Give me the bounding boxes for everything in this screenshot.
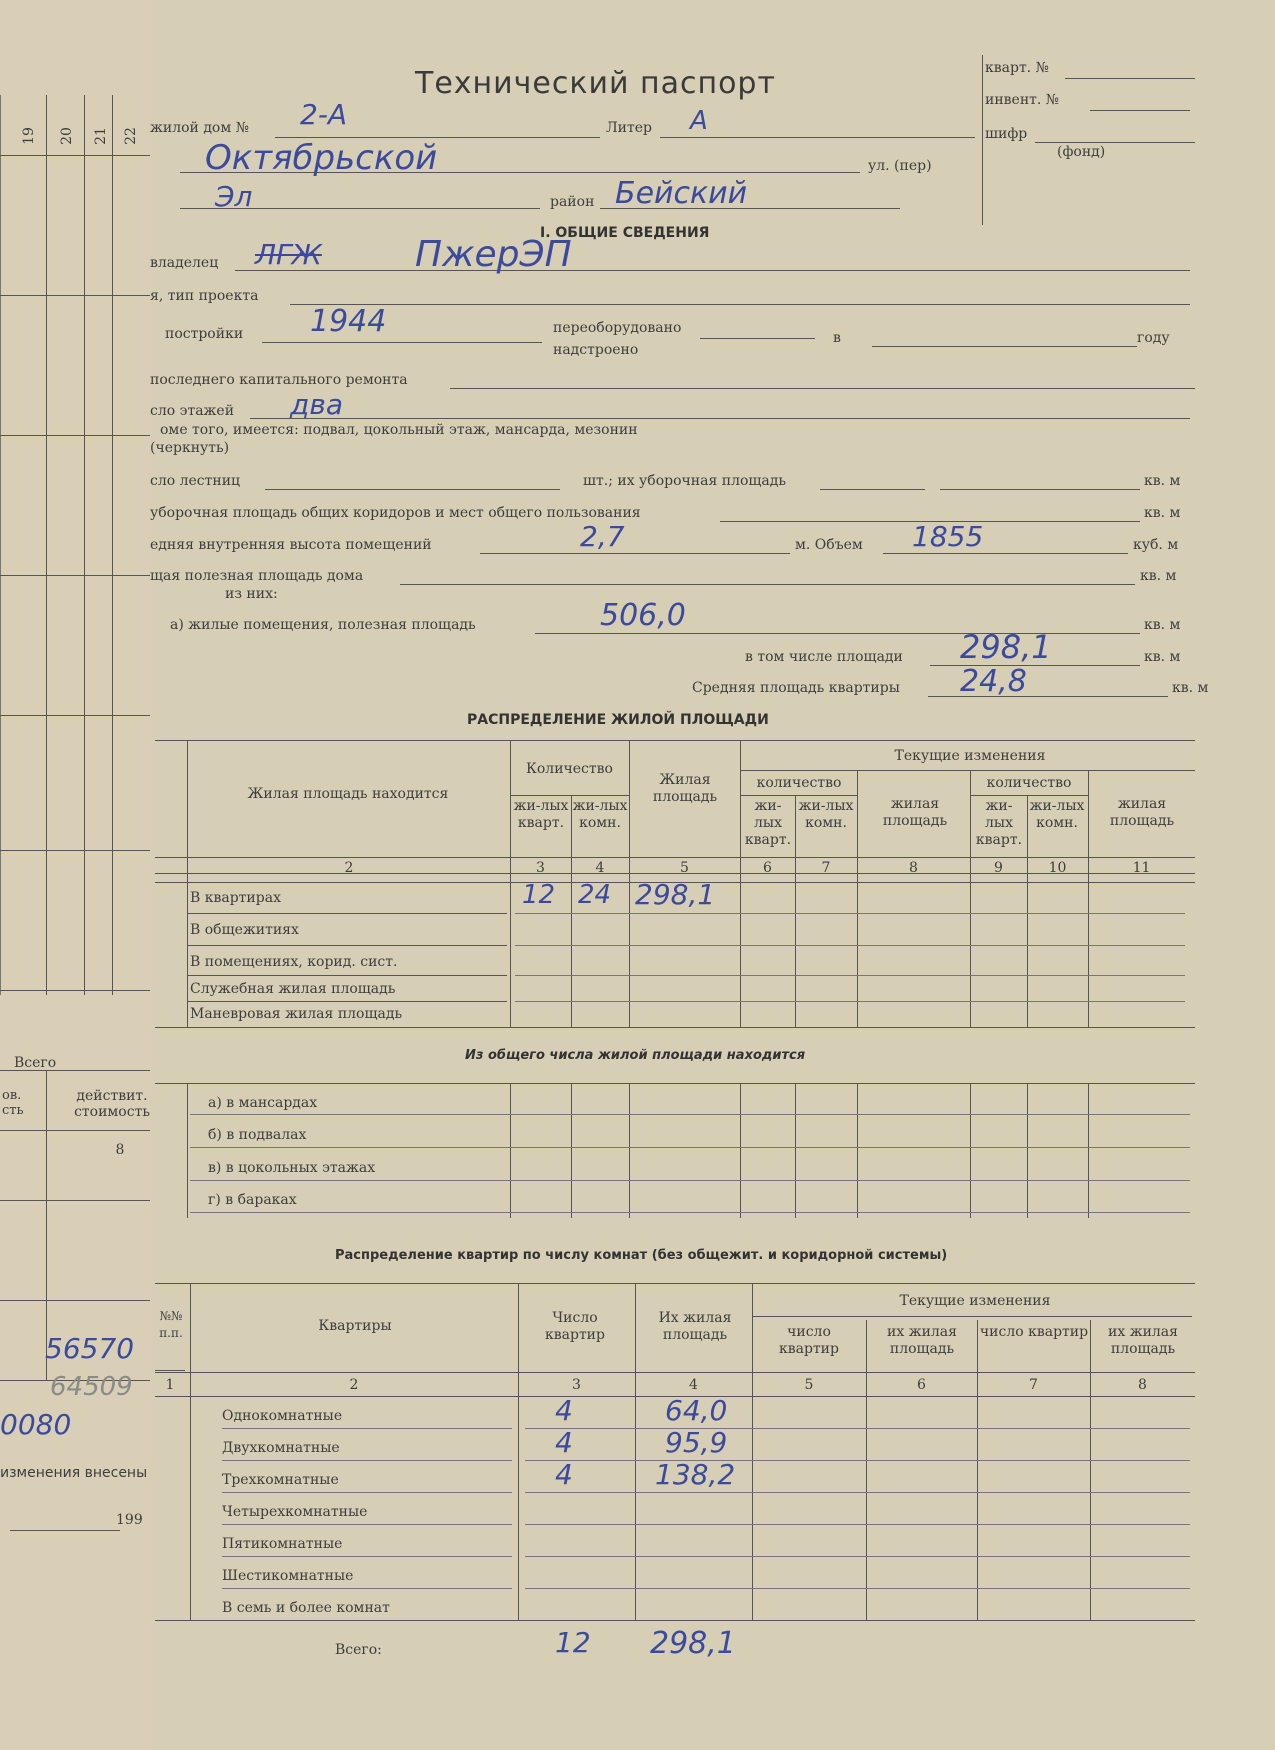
dist-colnum-11: 11 [1132, 860, 1151, 876]
living-sqm: кв. м [1144, 617, 1181, 633]
dist-col-changes: Текущие изменения [894, 748, 1046, 764]
subdist-row: а) в мансардах [208, 1095, 318, 1111]
stairs-sqm: кв. м [1144, 473, 1181, 489]
left-cost-label: действит. стоимость [74, 1088, 150, 1120]
left-total-label: Всего [14, 1055, 57, 1071]
rooms-row-label: Пятикомнатные [222, 1536, 343, 1552]
general-section-title: I. ОБЩИЕ СВЕДЕНИЯ [540, 225, 710, 241]
dist-colnum-5: 5 [680, 860, 689, 876]
rooms-row-label: Четырехкомнатные [222, 1504, 368, 1520]
city-value: Эл [215, 180, 253, 213]
left-changes-note: изменения внесены [0, 1465, 148, 1481]
rooms-col-area: Их жилая площадь [658, 1310, 732, 1343]
dist-col-qty-1: количество [756, 775, 842, 791]
dist-colnum-2: 2 [344, 860, 354, 876]
owner-value: ПжерЭП [415, 234, 572, 275]
incl-label: в том числе площади [745, 649, 903, 665]
left-handwritten-2: 64509 [50, 1372, 133, 1402]
dist-apts-value: 12 [522, 880, 556, 910]
rooms-count-value: 4 [555, 1426, 573, 1459]
rooms-colnum-2: 2 [349, 1377, 359, 1393]
dist-col-rooms-3: жи-лых комн. [1029, 798, 1085, 831]
left-handwritten-1: 56570 [45, 1332, 135, 1365]
house-value: 2-А [300, 98, 348, 131]
rooms-total-count: 12 [555, 1626, 591, 1659]
dist-colnum-3: 3 [536, 860, 545, 876]
rooms-colnum-1: 1 [165, 1377, 175, 1393]
page-title: Технический паспорт [415, 66, 776, 101]
dist-rooms-value: 24 [578, 880, 612, 910]
dist-area-value: 298,1 [635, 878, 716, 911]
left-col-19: 19 [21, 127, 37, 145]
corridor-label: уборочная площадь общих коридоров и мест общего пользования [150, 505, 641, 521]
stairs-unit: шт.; их уборочная площадь [583, 473, 787, 489]
distribution-title: РАСПРЕДЕЛЕНИЕ ЖИЛОЙ ПЛОЩАДИ [467, 712, 769, 728]
cross-out-note: (черкнуть) [150, 440, 230, 456]
dist-col-apts: жи-лых кварт. [513, 798, 569, 831]
incl-sqm: кв. м [1144, 649, 1181, 665]
rooms-row-label: Шестикомнатные [222, 1568, 354, 1584]
left-year-prefix: 199 [116, 1512, 143, 1528]
rooms-row-label: В семь и более комнат [222, 1600, 390, 1616]
rooms-colnum-8: 8 [1138, 1377, 1147, 1393]
left-val-label: ов. сть [2, 1088, 24, 1118]
dist-row-label: Маневровая жилая площадь [190, 1006, 403, 1022]
rooms-col-no: №№ п.п. [159, 1309, 183, 1340]
stairs-label: сло лестниц [150, 473, 241, 489]
subdist-title: Из общего числа жилой площади находится [465, 1048, 806, 1063]
subdist-row: г) в бараках [208, 1192, 297, 1208]
year-value: 1944 [310, 304, 387, 339]
rooms-colnum-5: 5 [804, 1377, 814, 1393]
rooms-col-count-2: число квартир [779, 1324, 839, 1357]
rooms-col-count: Число квартир [545, 1310, 605, 1343]
dist-row-label: В общежитиях [190, 922, 299, 938]
dist-col-area-3: жилая площадь [1109, 796, 1175, 829]
rooms-total-label: Всего: [335, 1642, 382, 1658]
left-col-22: 22 [123, 127, 139, 145]
dist-colnum-8: 8 [909, 860, 918, 876]
rooms-col-area-2: их жилая площадь [887, 1324, 957, 1357]
in-label: в [833, 330, 841, 346]
rooms-colnum-3: 3 [572, 1377, 581, 1393]
cubic-label: куб. м [1133, 537, 1179, 553]
invent-label: инвент. № [985, 92, 1060, 108]
dist-col-where: Жилая площадь находится [247, 786, 449, 802]
height-value: 2,7 [580, 520, 625, 553]
dist-col-area: Жилая площадь [652, 772, 718, 805]
volume-value: 1855 [912, 520, 984, 553]
incl-value: 298,1 [960, 628, 1052, 666]
useful-area-sqm: кв. м [1140, 568, 1177, 584]
project-label: я, тип проекта [150, 288, 259, 304]
left-page [0, 0, 150, 1750]
rooms-colnum-4: 4 [689, 1377, 698, 1393]
subdist-row: в) в цокольных этажах [208, 1160, 376, 1176]
year-suffix: году [1137, 330, 1170, 346]
dist-colnum-10: 10 [1048, 860, 1067, 876]
rooms-dist-title: Распределение квартир по числу комнат (без общежит. и коридорной системы) [335, 1248, 948, 1263]
living-value: 506,0 [600, 598, 686, 633]
kvart-label: кварт. № [985, 60, 1049, 76]
liter-value: А [690, 106, 708, 136]
rooms-area-value: 138,2 [655, 1458, 736, 1491]
dist-row-label: В квартирах [190, 890, 281, 906]
repair-label: последнего капитального ремонта [150, 372, 408, 388]
left-col8: 8 [115, 1142, 125, 1158]
rooms-total-area: 298,1 [650, 1626, 736, 1661]
owner-label: владелец [150, 255, 219, 271]
floors-label: сло этажей [150, 403, 235, 419]
dist-col-apts-2: жи-лых кварт. [744, 798, 792, 848]
subdist-row: б) в подвалах [208, 1127, 307, 1143]
rooms-col-apts: Квартиры [318, 1318, 392, 1334]
floors-value: два [290, 388, 344, 421]
rooms-col-area-3: их жилая площадь [1108, 1324, 1178, 1357]
rooms-row-label: Однокомнатные [222, 1408, 343, 1424]
dist-row-label: Служебная жилая площадь [190, 981, 396, 997]
rooms-row-label: Двухкомнатные [222, 1440, 340, 1456]
rooms-colnum-7: 7 [1029, 1377, 1038, 1393]
fond-label: (фонд) [1057, 144, 1106, 160]
rooms-area-value: 95,9 [665, 1426, 728, 1459]
street-value: Октябрьской [205, 138, 438, 178]
dist-colnum-9: 9 [994, 860, 1003, 876]
liter-label: Литер [606, 120, 653, 136]
dist-row-label: В помещениях, корид. сист. [190, 954, 398, 970]
dist-colnum-6: 6 [763, 860, 772, 876]
corridor-sqm: кв. м [1144, 505, 1181, 521]
useful-area-label: щая полезная площадь дома [150, 568, 364, 584]
dist-col-area-2: жилая площадь [882, 796, 948, 829]
basement-note: оме того, имеется: подвал, цокольный этаж, мансарда, мезонин [160, 422, 638, 438]
dist-colnum-7: 7 [821, 860, 831, 876]
dist-col-qty-2: количество [986, 775, 1072, 791]
reequipped-label: переоборудовано [553, 320, 682, 336]
dist-colnum-4: 4 [595, 860, 605, 876]
built-on-label: надстроено [553, 342, 639, 358]
left-col-21: 21 [93, 127, 109, 145]
avg-value: 24,8 [960, 664, 1027, 699]
height-label: едняя внутренняя высота помещений [150, 537, 432, 553]
year-label: постройки [165, 326, 244, 342]
rooms-row-label: Трехкомнатные [222, 1472, 339, 1488]
rooms-col-changes: Текущие изменения [899, 1293, 1051, 1309]
avg-label: Средняя площадь квартиры [692, 680, 900, 696]
dist-col-rooms: жи-лых комн. [572, 798, 628, 831]
rooms-col-count-3: число квартир [979, 1324, 1089, 1340]
living-label: а) жилые помещения, полезная площадь [170, 617, 476, 633]
of-them-label: из них: [225, 586, 278, 602]
rooms-count-value: 4 [555, 1458, 573, 1491]
street-label: ул. (пер) [868, 158, 932, 174]
district-value: Бейский [615, 176, 748, 211]
avg-sqm: кв. м [1172, 680, 1209, 696]
dist-col-rooms-2: жи-лых комн. [798, 798, 854, 831]
house-label: жилой дом № [150, 120, 249, 136]
district-label: район [550, 194, 595, 210]
rooms-count-value: 4 [555, 1394, 573, 1427]
left-handwritten-3: 0080 [0, 1408, 72, 1441]
left-col-20: 20 [59, 127, 75, 145]
owner-crossed: ЛГЖ [255, 238, 322, 271]
dist-col-count: Количество [526, 761, 613, 777]
shifr-label: шифр [985, 126, 1028, 142]
rooms-colnum-6: 6 [917, 1377, 926, 1393]
dist-col-apts-3: жи-лых кварт. [975, 798, 1023, 848]
volume-label: м. Объем [795, 537, 863, 553]
rooms-area-value: 64,0 [665, 1394, 728, 1427]
